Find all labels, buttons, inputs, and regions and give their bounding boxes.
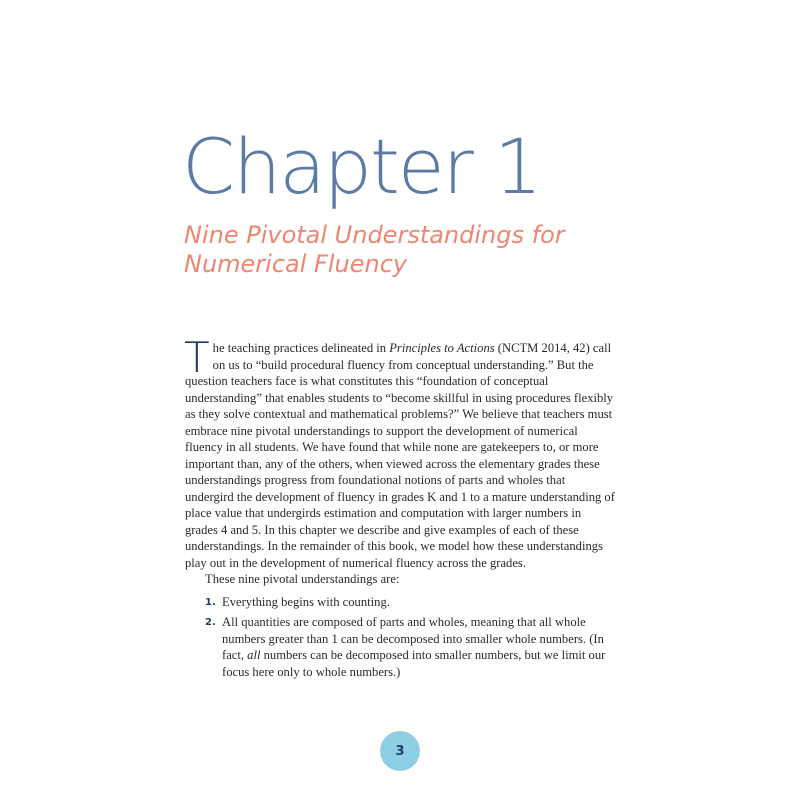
chapter-heading: Chapter 1	[182, 122, 541, 211]
intro-text-a: he teaching practices delineated in	[212, 341, 390, 355]
list-item-emphasis: all	[247, 648, 261, 662]
chapter-subtitle	[184, 221, 654, 279]
book-title-citation: Principles to Actions	[389, 341, 495, 355]
list-item	[205, 594, 617, 611]
intro-paragraph	[184, 333, 617, 571]
list-item-text-a: All quantities are composed of parts and wholes, meaning that all whole numbers greater than 1 can be decomposed into smaller whole numbers. (In fact,	[222, 615, 604, 662]
chapter-subtitle-line1: Nine Pivotal Understandings for	[184, 221, 565, 249]
page-number-badge	[380, 731, 420, 771]
list-item	[205, 614, 617, 680]
page-number: 3	[395, 743, 405, 759]
drop-cap: T	[184, 333, 210, 382]
list-number: 2.	[205, 617, 216, 628]
pivotal-understandings-list	[185, 594, 617, 681]
list-intro-paragraph: These nine pivotal understandings are:	[205, 572, 400, 586]
body-text	[184, 333, 617, 684]
chapter-subtitle-line2: Numerical Fluency	[184, 250, 408, 278]
list-item-text-b: numbers can be decomposed into smaller numbers, but we limit our focus here only to whole numbers.)	[222, 648, 606, 679]
list-number: 1.	[205, 596, 216, 608]
intro-text-b: (NCTM 2014, 42) call on us to “build procedural fluency from conceptual understanding.” But the question teachers face is what constitutes this “foundation of conceptual understanding” that enables students to “become skillful in using procedures flexibly as they solve contextual and mathematical problems?” We believe that teachers must embrace nine pivotal understandings to support the development of numerical fluency in all students. We have found that while none are gatekeepers to, or more important than, any of the others, when viewed across the elementary grades these understandings progress from foundational notions of parts and wholes that undergird the development of fluency in grades K and 1 to a mature understanding of place value that undergirds estimation and computation with larger numbers in grades 4 and 5. In this chapter we describe and give examples of each of these understandings. In the remainder of this book, we model how these understandings play out in the development of numerical fluency across the grades.	[185, 341, 615, 570]
list-item-text: Everything begins with counting.	[222, 594, 390, 609]
